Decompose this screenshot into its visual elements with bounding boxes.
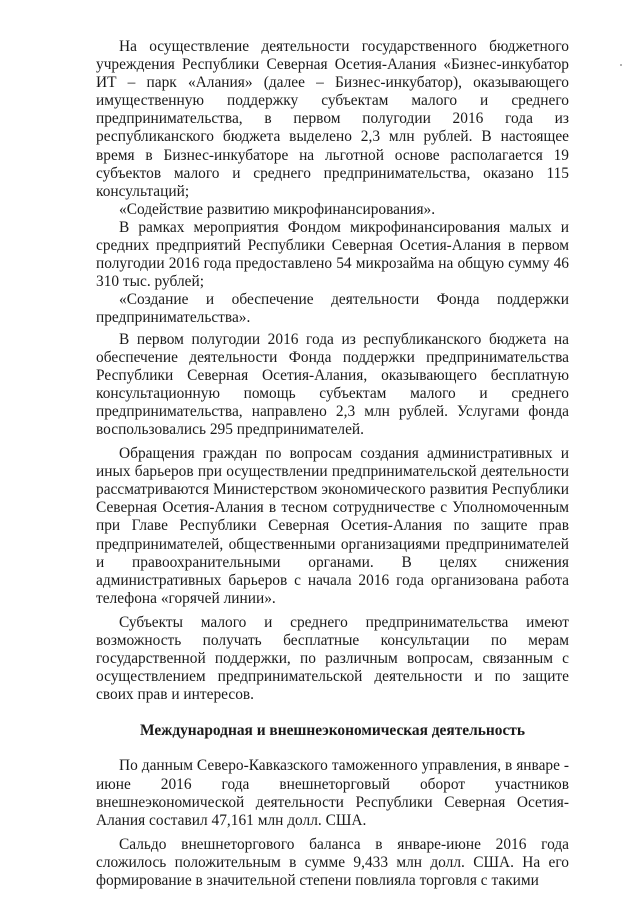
paragraph-business-incubator: На осуществление деятельности государственного бюджетного учреждения Республики Северная Осетия-Алания «Бизнес-инкубатор ИТ – парк «Алания» (далее – Бизнес-инкубатор), оказывающего имущественную поддержку субъектам малого и среднего предпринимательства, в первом полугодии 2016 года из республиканского бюджета выделено 2,3 млн рублей. В настоящее время в Бизнес-инкубаторе на льготной основе располагается 19 субъектов малого и среднего предпринимательства, оказано 115 консультаций; <box>96 38 569 200</box>
scan-speck <box>620 64 622 66</box>
document-page <box>96 38 569 890</box>
paragraph-citizen-appeals: Обращения граждан по вопросам создания административных и иных барьеров при осуществлении предпринимательской деятельности рассматриваются Министерством экономического развития Республики Северная Осетия-Алания в тесном сотрудничестве с Уполномоченным при Главе Республики Северная Осетия-Алания по защите прав предпринимателей, общественными организациями предпринимателей и правоохранительными органами. В целях снижения административных барьеров с начала 2016 года организована работа телефона «горячей линии». <box>96 445 569 607</box>
paragraph-trade-balance: Сальдо внешнеторгового баланса в январе-июне 2016 года сложилось положительным в сумме 9,433 млн долл. США. На его формирование в значительной степени повлияла торговля с такими <box>96 835 569 890</box>
paragraph-support-fund-budget: В первом полугодии 2016 года из республиканского бюджета на обеспечение деятельности Фонда поддержки предпринимательства Республики Северная Осетия-Алания, оказывающего бесплатную консультационную помощь субъектам малого и среднего предпринимательства, направлено 2,3 млн рублей. Услугами фонда воспользовались 295 предпринимателей. <box>96 330 569 438</box>
paragraph-microfinance-loans: В рамках мероприятия Фондом микрофинансирования малых и средних предприятий Республики Северная Осетия-Алания в первом полугодии 2016 года предоставлено 54 микрозайма на общую сумму 46 310 тыс. рублей; <box>96 218 569 291</box>
paragraph-support-fund-title: «Создание и обеспечение деятельности Фонда поддержки предпринимательства». <box>96 291 569 327</box>
section-heading: Международная и внешнеэкономическая деятельность <box>140 722 525 740</box>
paragraph-microfinance-title: «Содействие развитию микрофинансирования». <box>119 200 436 218</box>
paragraph-foreign-trade-turnover: По данным Северо-Кавказского таможенного управления, в январе - июне 2016 года внешнеторговый оборот участников внешнеэкономической деятельности Республики Северная Осетия-Алания составил 47,161 млн долл. США. <box>96 757 569 829</box>
paragraph-sme-consultations: Субъекты малого и среднего предпринимательства имеют возможность получать бесплатные консультации по мерам государственной поддержки, по различным вопросам, связанным с осуществлением предпринимательской деятельности и по защите своих прав и интересов. <box>96 613 569 704</box>
